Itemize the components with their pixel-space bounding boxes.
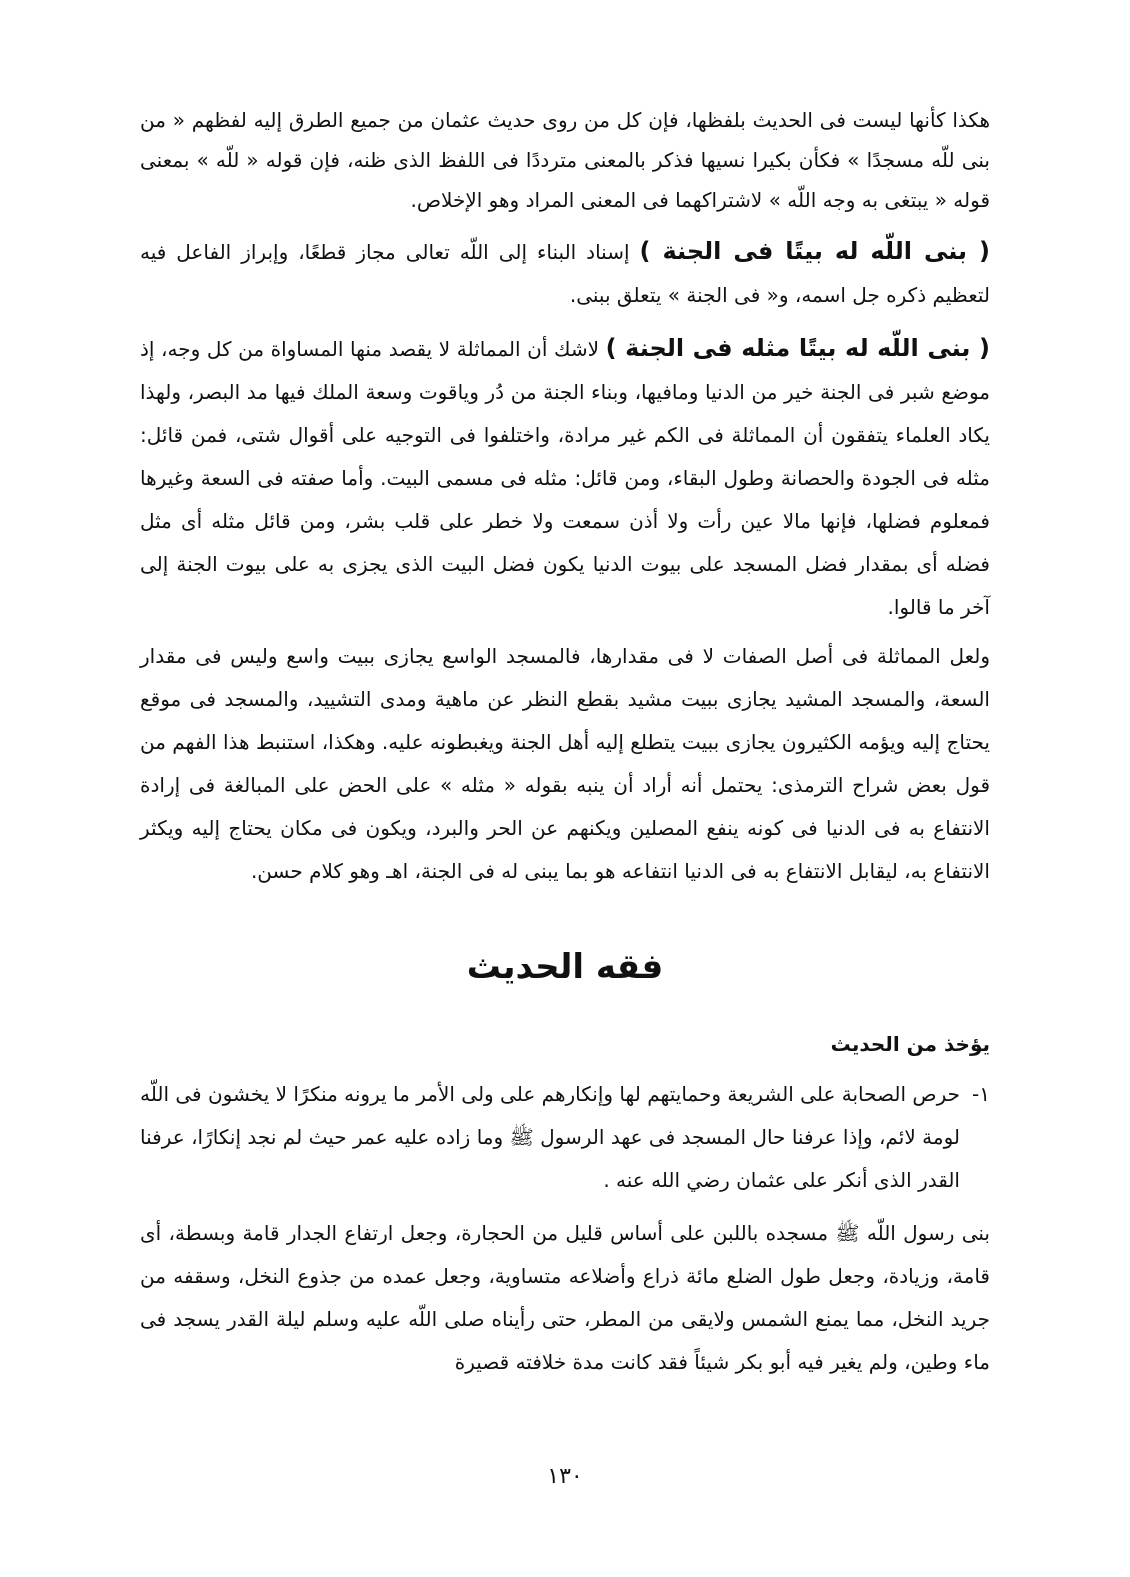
section2-heading: ( بنى اللّه له بيتًا مثله فى الجنة ) [605,334,991,362]
list-item-text: حرص الصحابة على الشريعة وحمايتهم لها وإنكارهم على ولى الأمر ما يرونه منكرًا لا يخشون فى اللّه لومة لائم، وإذا عرفنا حال المسجد فى عهد الرسول ﷺ وما زاده عليه عمر حيث لم نجد إنكارًا، عرفنا القدر الذى أنكر على عثمان رضي الله عنه . [140,1082,960,1192]
section-title: فقه الحديث [466,947,664,987]
page-content [140,100,990,1384]
section1-text: إسناد البناء إلى اللّه تعالى مجاز قطعًا، وإبراز الفاعل فيه لتعظيم ذكره جل اسمه، و« فى الجنة » يتعلق ببنى. [140,240,990,307]
paragraph-3: ولعل المماثلة فى أصل الصفات لا فى مقدارها، فالمسجد الواسع يجازى ببيت واسع وليس فى مقدار السعة، والمسجد المشيد يجازى ببيت مشيد بقطع النظر عن ماهية ومدى التشييد، والمسجد فى موقع يحتاج إليه ويؤمه الكثيرون يجازى ببيت يتطلع إليه أهل الجنة ويغبطونه عليه. وهكذا، استنبط هذا الفهم من قول بعض شراح الترمذى: يحتمل أنه أراد أن ينبه بقوله « مثله » على الحض على المبالغة فى إرادة الانتفاع به فى الدنيا فى كونه ينفع المصلين ويكنهم عن الحر والبرد، ويكون فى مكان يحتاج إليه ويكثر الانتفاع به، ليقابل الانتفاع به فى الدنيا انتفاعه هو بما يبنى له فى الجنة، اهـ وهو كلام حسن. [140,644,990,883]
sub-title: يؤخذ من الحديث [830,1032,990,1056]
section1-heading: ( بنى اللّه له بيتًا فى الجنة ) [639,237,991,265]
last-paragraph: بنى رسول اللّه ﷺ مسجده باللبن على أساس قليل من الحجارة، وجعل ارتفاع الجدار قامة وبسطة، أى قامة، وزيادة، وجعل طول الضلع مائة ذراع وأضلاعه متساوية، وجعل عمده من جذوع النخل، وسقفه من جريد النخل، مما يمنع الشمس ولايقى من المطر، حتى رأيناه صلى اللّه عليه وسلم ليلة القدر يسجد فى ماء وطين، ولم يغير فيه أبو بكر شيئاً فقد كانت مدة خلافته قصيرة [140,1221,990,1374]
intro-paragraph: هكذا كأنها ليست فى الحديث بلفظها، فإن كل من روى حديث عثمان من جميع الطرق إليه لفظهم « من بنى للّه مسجدًا » فكأن بكيرا نسيها فذكر بالمعنى مترددًا فى اللفظ الذى ظنه، فإن قوله « للّه » بمعنى قوله « يبتغى به وجه اللّه » لاشتراكهما فى المعنى المراد وهو الإخلاص. [140,108,990,212]
section2-paragraph [140,327,990,629]
section2-text: لاشك أن المماثلة لا يقصد منها المساواة من كل وجه، إذ موضع شبر فى الجنة خير من الدنيا ومافيها، وبناء الجنة من دُر وياقوت وسعة الملك فيها مد البصر، ولهذا يكاد العلماء يتفقون أن المماثلة فى الكم غير مرادة، واختلفوا فى التوجيه على أقوال شتى، فمن قائل: مثله فى الجودة والحصانة وطول البقاء، ومن قائل: مثله فى مسمى البيت. وأما صفته فى السعة وغيرها فمعلوم فضلها، فإنها مالا عين رأت ولا أذن سمعت ولا خطر على قلب بشر، ومن قائل مثله أى مثل فضله أى بمقدار فضل المسجد على بيوت الدنيا يكون فضل البيت الذى يجزى به على بيوت الجنة إلى آخر ما قالوا. [140,337,990,619]
page-number: ١٣٠ [547,1464,583,1489]
list-item [140,1073,990,1202]
list-item-number: ١- [972,1082,990,1106]
section1-paragraph [140,230,990,317]
